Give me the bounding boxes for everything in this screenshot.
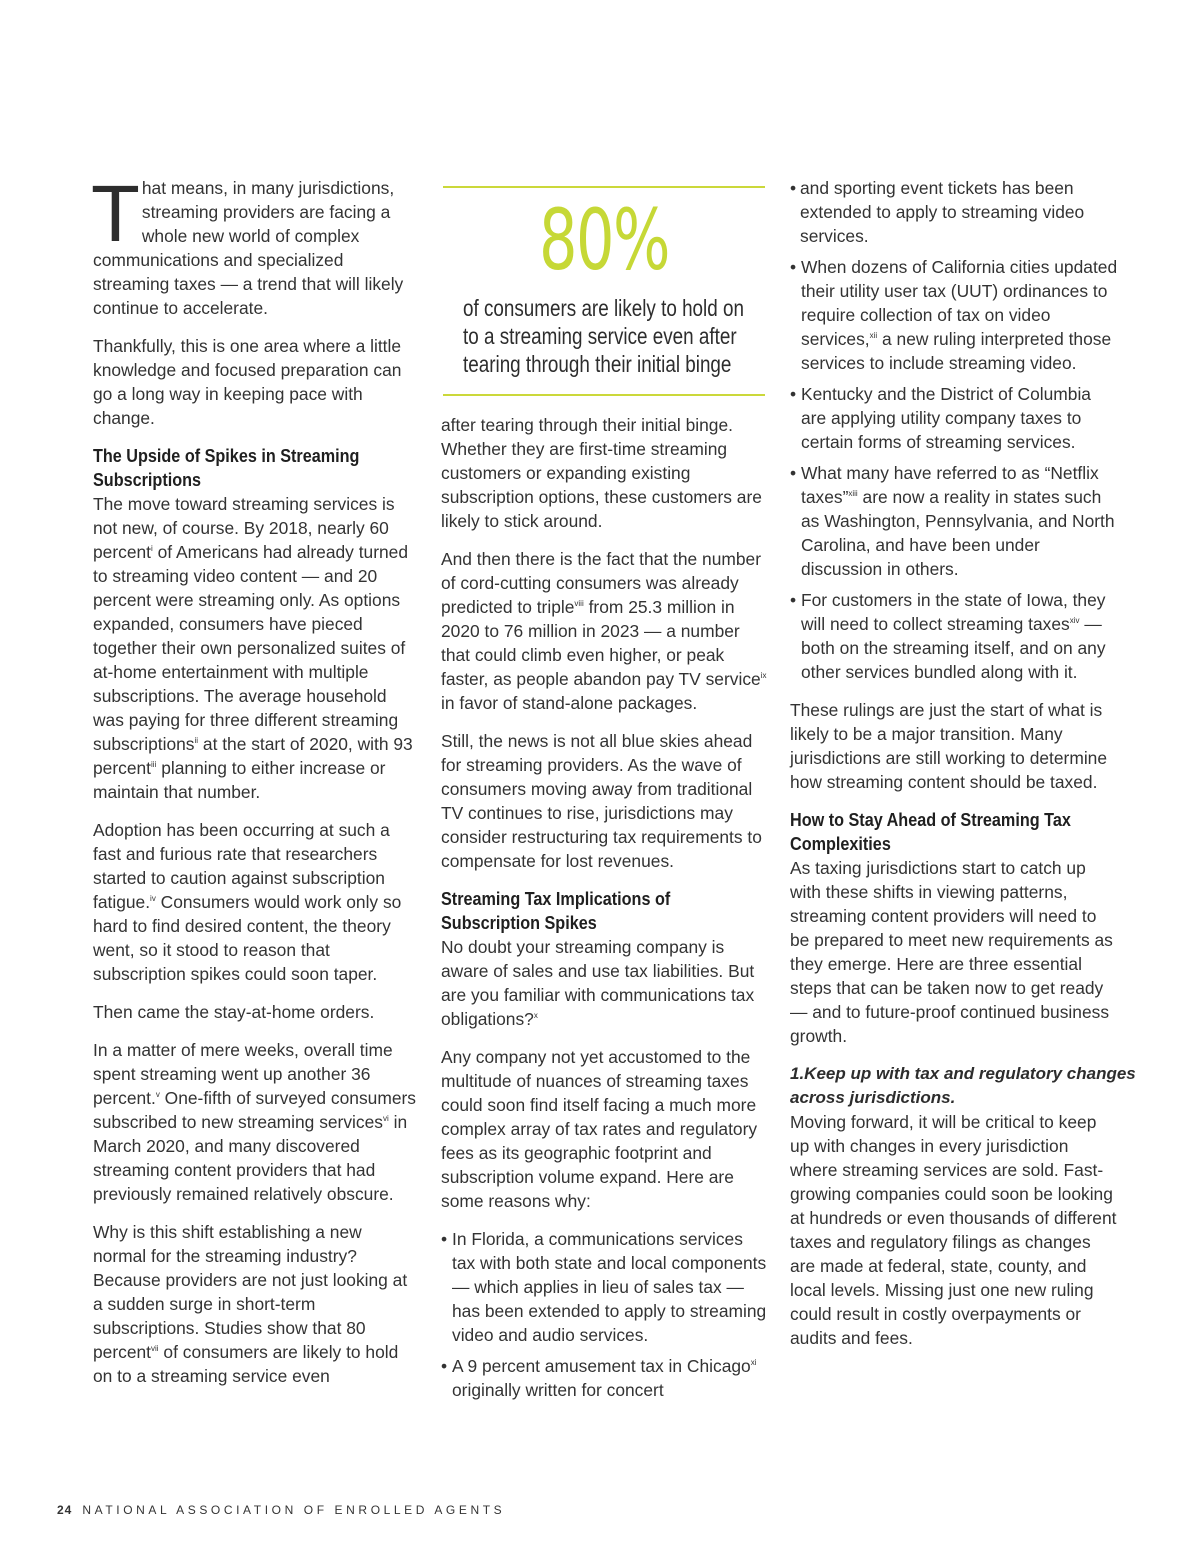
- paragraph: after tearing through their initial binge. Whether they are first-time streaming customers or expanding existing subscription options, these customers are likely to stick around.: [441, 415, 762, 531]
- list-item: • In Florida, a communications services tax with both state and local components — which applies in lieu of sales tax — has been extended to apply to streaming video and audio services.: [441, 1227, 767, 1347]
- list-item: • What many have referred to as “Netflix taxes”$^{xiii}$ are now a reality in states such as Washington, Pennsylvania, and North Carolina, and have been under discussion in others.: [790, 461, 1120, 581]
- page-footer: [57, 1503, 505, 1517]
- paragraph: As taxing jurisdictions start to catch up with these shifts in viewing patterns, streaming content providers will need to be prepared to meet new requirements as they emerge. Here are three essential steps that can be taken now to get ready — and to future-proof continued business growth.: [790, 858, 1113, 1046]
- paragraph: Still, the news is not all blue skies ahead for streaming providers. As the wave of consumers moving away from traditional TV continues to rise, jurisdictions may consider restructuring tax requirements to compensate for lost revenues.: [441, 731, 762, 871]
- list-item: • A 9 percent amusement tax in Chicago$^{xi}$ originally written for concert: [441, 1354, 767, 1402]
- paragraph: Adoption has been occurring at such a fast and furious rate that researchers started to caution against subscription fatigue.$^{iv}$ Consumers would work only so hard to find desired content, the theory went, so it stood to reason that subscription spikes could soon taper.: [93, 820, 402, 984]
- pull-quote-caption: of consumers are likely to hold on to a streaming service even after tearing through their initial binge: [463, 295, 744, 377]
- article-column-2: [441, 413, 767, 1416]
- pull-quote-stat: 80%: [538, 191, 670, 289]
- paragraph: Moving forward, it will be critical to keep up with changes in every jurisdiction where streaming services are sold. Fast-growing companies could soon be looking at hundreds or even thousands of different taxes and regulatory filings as changes are made at federal, state, county, and local levels. Missing just one new ruling could result in costly overpayments or audits and fees.: [790, 1112, 1117, 1348]
- paragraph: Thankfully, this is one area where a little knowledge and focused preparation can go a long way in keeping pace with change.: [93, 336, 402, 428]
- paragraph: And then there is the fact that the number of cord-cutting consumers was already predicted to triple$^{viii}$ from 25.3 million in 2020 to 76 million in 2023 — a number that could climb even higher, or peak faster, as people abandon pay TV service$^{ix}$ in favor of stand-alone packages.: [441, 549, 767, 713]
- article-column-3: [790, 176, 1136, 1364]
- drop-cap: T: [91, 169, 140, 258]
- paragraph: In a matter of mere weeks, overall time spent streaming went up another 36 percent.$^v$ One-fifth of surveyed consumers subscribed to new streaming services$^{vi}$ in March 2020, and many discovered streaming content providers that had previously remained relatively obscure.: [93, 1040, 416, 1204]
- paragraph: These rulings are just the start of what is likely to be a major transition. Many jurisdictions are still working to determine how streaming content should be taxed.: [790, 700, 1108, 792]
- pull-quote: [443, 186, 765, 396]
- paragraph: Why is this shift establishing a new normal for the streaming industry? Because providers are not just looking at a sudden surge in short-term subscriptions. Studies show that 80 percent$^{vii}$ of consumers are likely to hold on to a streaming service even: [93, 1222, 408, 1386]
- section-heading: The Upside of Spikes in Streaming Subscriptions: [93, 446, 360, 490]
- paragraph: The move toward streaming services is not new, of course. By 2018, nearly 60 percent$^i$ of Americans had already turned to streaming video content — and 20 percent were streaming only. As options expanded, consumers have pieced together their own personalized suites of at-home entertainment with multiple subscriptions. The average household was paying for three different streaming subscriptions$^{ii}$ at the start of 2020, with 93 percent$^{iii}$ planning to either increase or maintain that number.: [93, 494, 413, 802]
- list-item: • When dozens of California cities updated their utility user tax (UUT) ordinances to require collection of tax on video services,$^{xii}$ a new ruling interpreted those services to include streaming video.: [790, 255, 1120, 375]
- article-column-1: [91, 169, 419, 1402]
- list-item: • Kentucky and the District of Columbia are applying utility company taxes to certain forms of streaming services.: [790, 382, 1120, 454]
- paragraph: Then came the stay-at-home orders.: [93, 1002, 375, 1022]
- intro-paragraph: That means, in many jurisdictions, streaming providers are facing a whole new world of complex communications and specialized streaming taxes — a trend that will likely continue to accelerate.: [91, 169, 404, 318]
- step-heading: 1.Keep up with tax and regulatory changes across jurisdictions.: [790, 1064, 1136, 1107]
- reasons-list-continued: [790, 176, 1120, 684]
- page-number: 24: [57, 1503, 73, 1517]
- reasons-list: [441, 1227, 767, 1402]
- section-heading: How to Stay Ahead of Streaming Tax Complexities: [790, 810, 1071, 854]
- section-heading: Streaming Tax Implications of Subscription Spikes: [441, 889, 671, 933]
- paragraph: Any company not yet accustomed to the multitude of nuances of streaming taxes could soon find itself facing a much more complex array of tax rates and regulatory fees as its geographic footprint and subscription volume expand. Here are some reasons why:: [441, 1047, 758, 1211]
- list-item-continued: • and sporting event tickets has been extended to apply to streaming video services.: [790, 176, 1120, 248]
- paragraph: No doubt your streaming company is aware of sales and use tax liabilities. But are you familiar with communications tax obligations?$^x$: [441, 937, 755, 1029]
- list-item: • For customers in the state of Iowa, they will need to collect streaming taxes$^{xiv}$ — both on the streaming itself, and on any other services bundled along with it.: [790, 588, 1120, 684]
- publication-name: NATIONAL ASSOCIATION OF ENROLLED AGENTS: [82, 1503, 506, 1517]
